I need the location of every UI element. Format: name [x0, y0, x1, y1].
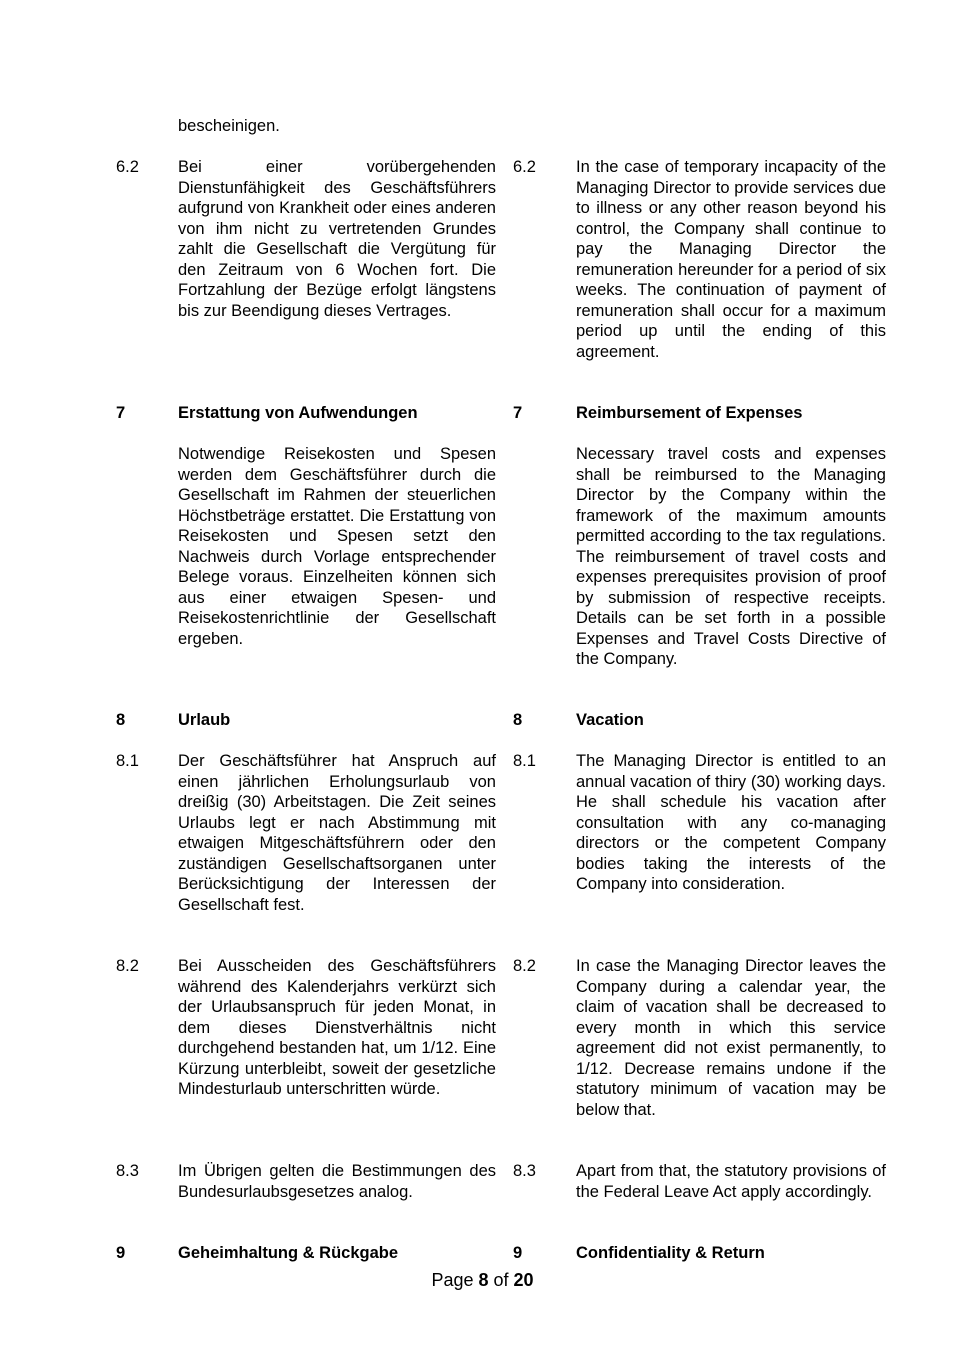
section-7-de-title: Erstattung von Aufwendungen: [178, 404, 418, 422]
clause-8-2-en-text: In case the Managing Director leaves the Company during a calendar year, the claim of vacation shall be decreased to every month in which this service agreement did not exist permanently, to 1/12. Decrease remains undone if the statutory minimum of vacation may be below that.: [576, 957, 886, 1119]
clause-number-en-8-2: 8.2: [513, 957, 536, 975]
clause-number-de-8-2: 8.2: [116, 957, 139, 975]
section-7-en-title: Reimbursement of Expenses: [576, 404, 803, 422]
section-8-en-title: Vacation: [576, 711, 644, 729]
clause-number-en-6-2: 6.2: [513, 158, 536, 176]
section-9-en-title: Confidentiality & Return: [576, 1244, 765, 1262]
section-number-en-8: 8: [513, 711, 523, 729]
section-9-de-title: Geheimhaltung & Rückgabe: [178, 1244, 399, 1262]
section-number-de-9: 9: [116, 1244, 126, 1262]
section-7-de-text: Notwendige Reisekosten und Spesen werden dem Geschäftsführer durch die Gesellschaft im Rahmen der steuerlichen Höchstbeträge erstattet. Die Erstattung von Reisekosten und Spesen setzt den Nachweis durch Vorlage entsprechender Belege voraus. Einzelheiten können sich aus einer etwaigen Spesen- und Reisekostenrichtlinie der Gesellschaft ergeben.: [178, 445, 496, 648]
clause-number-de-8-1: 8.1: [116, 752, 139, 770]
section-7-en-text: Necessary travel costs and expenses shall be reimbursed to the Managing Director by the Company within the framework of the maximum amounts permitted according to the tax regulations. The reimbursement of travel costs and expenses prerequisites provision of proof by submission of respective receipts. Details can be set forth in a possible Expenses and Travel Costs Directive of the Company.: [576, 445, 886, 668]
section-number-de-7: 7: [116, 404, 126, 422]
clause-6-2-en-text: In the case of temporary incapacity of the Managing Director to provide services due to illness or any other reason beyond his control, the Company shall continue to pay the Managing Director the remuneration hereunder for a period of six weeks. The continuation of payment of remuneration shall occur for a maximum period up until the ending of this agreement.: [576, 158, 886, 361]
page-footer: [0, 1270, 965, 1291]
clause-number-en-8-1: 8.1: [513, 752, 536, 770]
section-number-de-8: 8: [116, 711, 126, 729]
continuation-text: bescheinigen.: [178, 117, 280, 135]
clause-6-2-de-text: Bei einer vorübergehenden Dienstunfähigkeit des Geschäftsführers aufgrund von Krankheit oder eines anderen von ihm nicht zu vertretenden Grundes zahlt die Gesellschaft die Vergütung für den Zeitraum von 6 Wochen fort. Die Fortzahlung der Bezüge erfolgt längstens bis zur Beendigung dieses Vertrages.: [178, 158, 496, 320]
section-8-de-title: Urlaub: [178, 711, 231, 729]
clause-8-2-de-text: Bei Ausscheiden des Geschäftsführers während des Kalenderjahrs verkürzt sich der Urlaubsanspruch für jeden Monat, in dem dieses Dienstverhältnis nicht durchgehend bestanden hat, um 1/12. Eine Kürzung unterbleibt, soweit der gesetzliche Mindesturlaub unterschritten würde.: [178, 957, 496, 1098]
footer-total-pages: 20: [513, 1270, 534, 1290]
clause-8-3-de-text: Im Übrigen gelten die Bestimmungen des Bundesurlaubsgesetzes analog.: [178, 1162, 496, 1201]
footer-middle: of: [488, 1270, 514, 1290]
clause-8-1-en-text: The Managing Director is entitled to an annual vacation of thiry (30) working days. He shall schedule his vacation after consultation with any co-managing directors or the competent Company bodies taking the interests of the Company into consideration.: [576, 752, 886, 893]
section-number-en-9: 9: [513, 1244, 523, 1262]
clause-8-3-en-text: Apart from that, the statutory provisions of the Federal Leave Act apply accordingly.: [576, 1162, 886, 1201]
clause-number-de-8-3: 8.3: [116, 1162, 139, 1180]
clause-number-de-6-2: 6.2: [116, 158, 139, 176]
footer-current-page: 8: [478, 1270, 489, 1290]
footer-prefix: Page: [431, 1270, 479, 1290]
clause-8-1-de-text: Der Geschäftsführer hat Anspruch auf einen jährlichen Erholungsurlaub von dreißig (30) Arbeitstagen. Die Zeit seines Urlaubs legt er nach Abstimmung mit etwaigen Mitgeschäftsführern oder den zuständigen Gesellschaftsorganen unter Berücksichtigung der Interessen der Gesellschaft fest.: [178, 752, 496, 914]
section-number-en-7: 7: [513, 404, 523, 422]
clause-number-en-8-3: 8.3: [513, 1162, 536, 1180]
